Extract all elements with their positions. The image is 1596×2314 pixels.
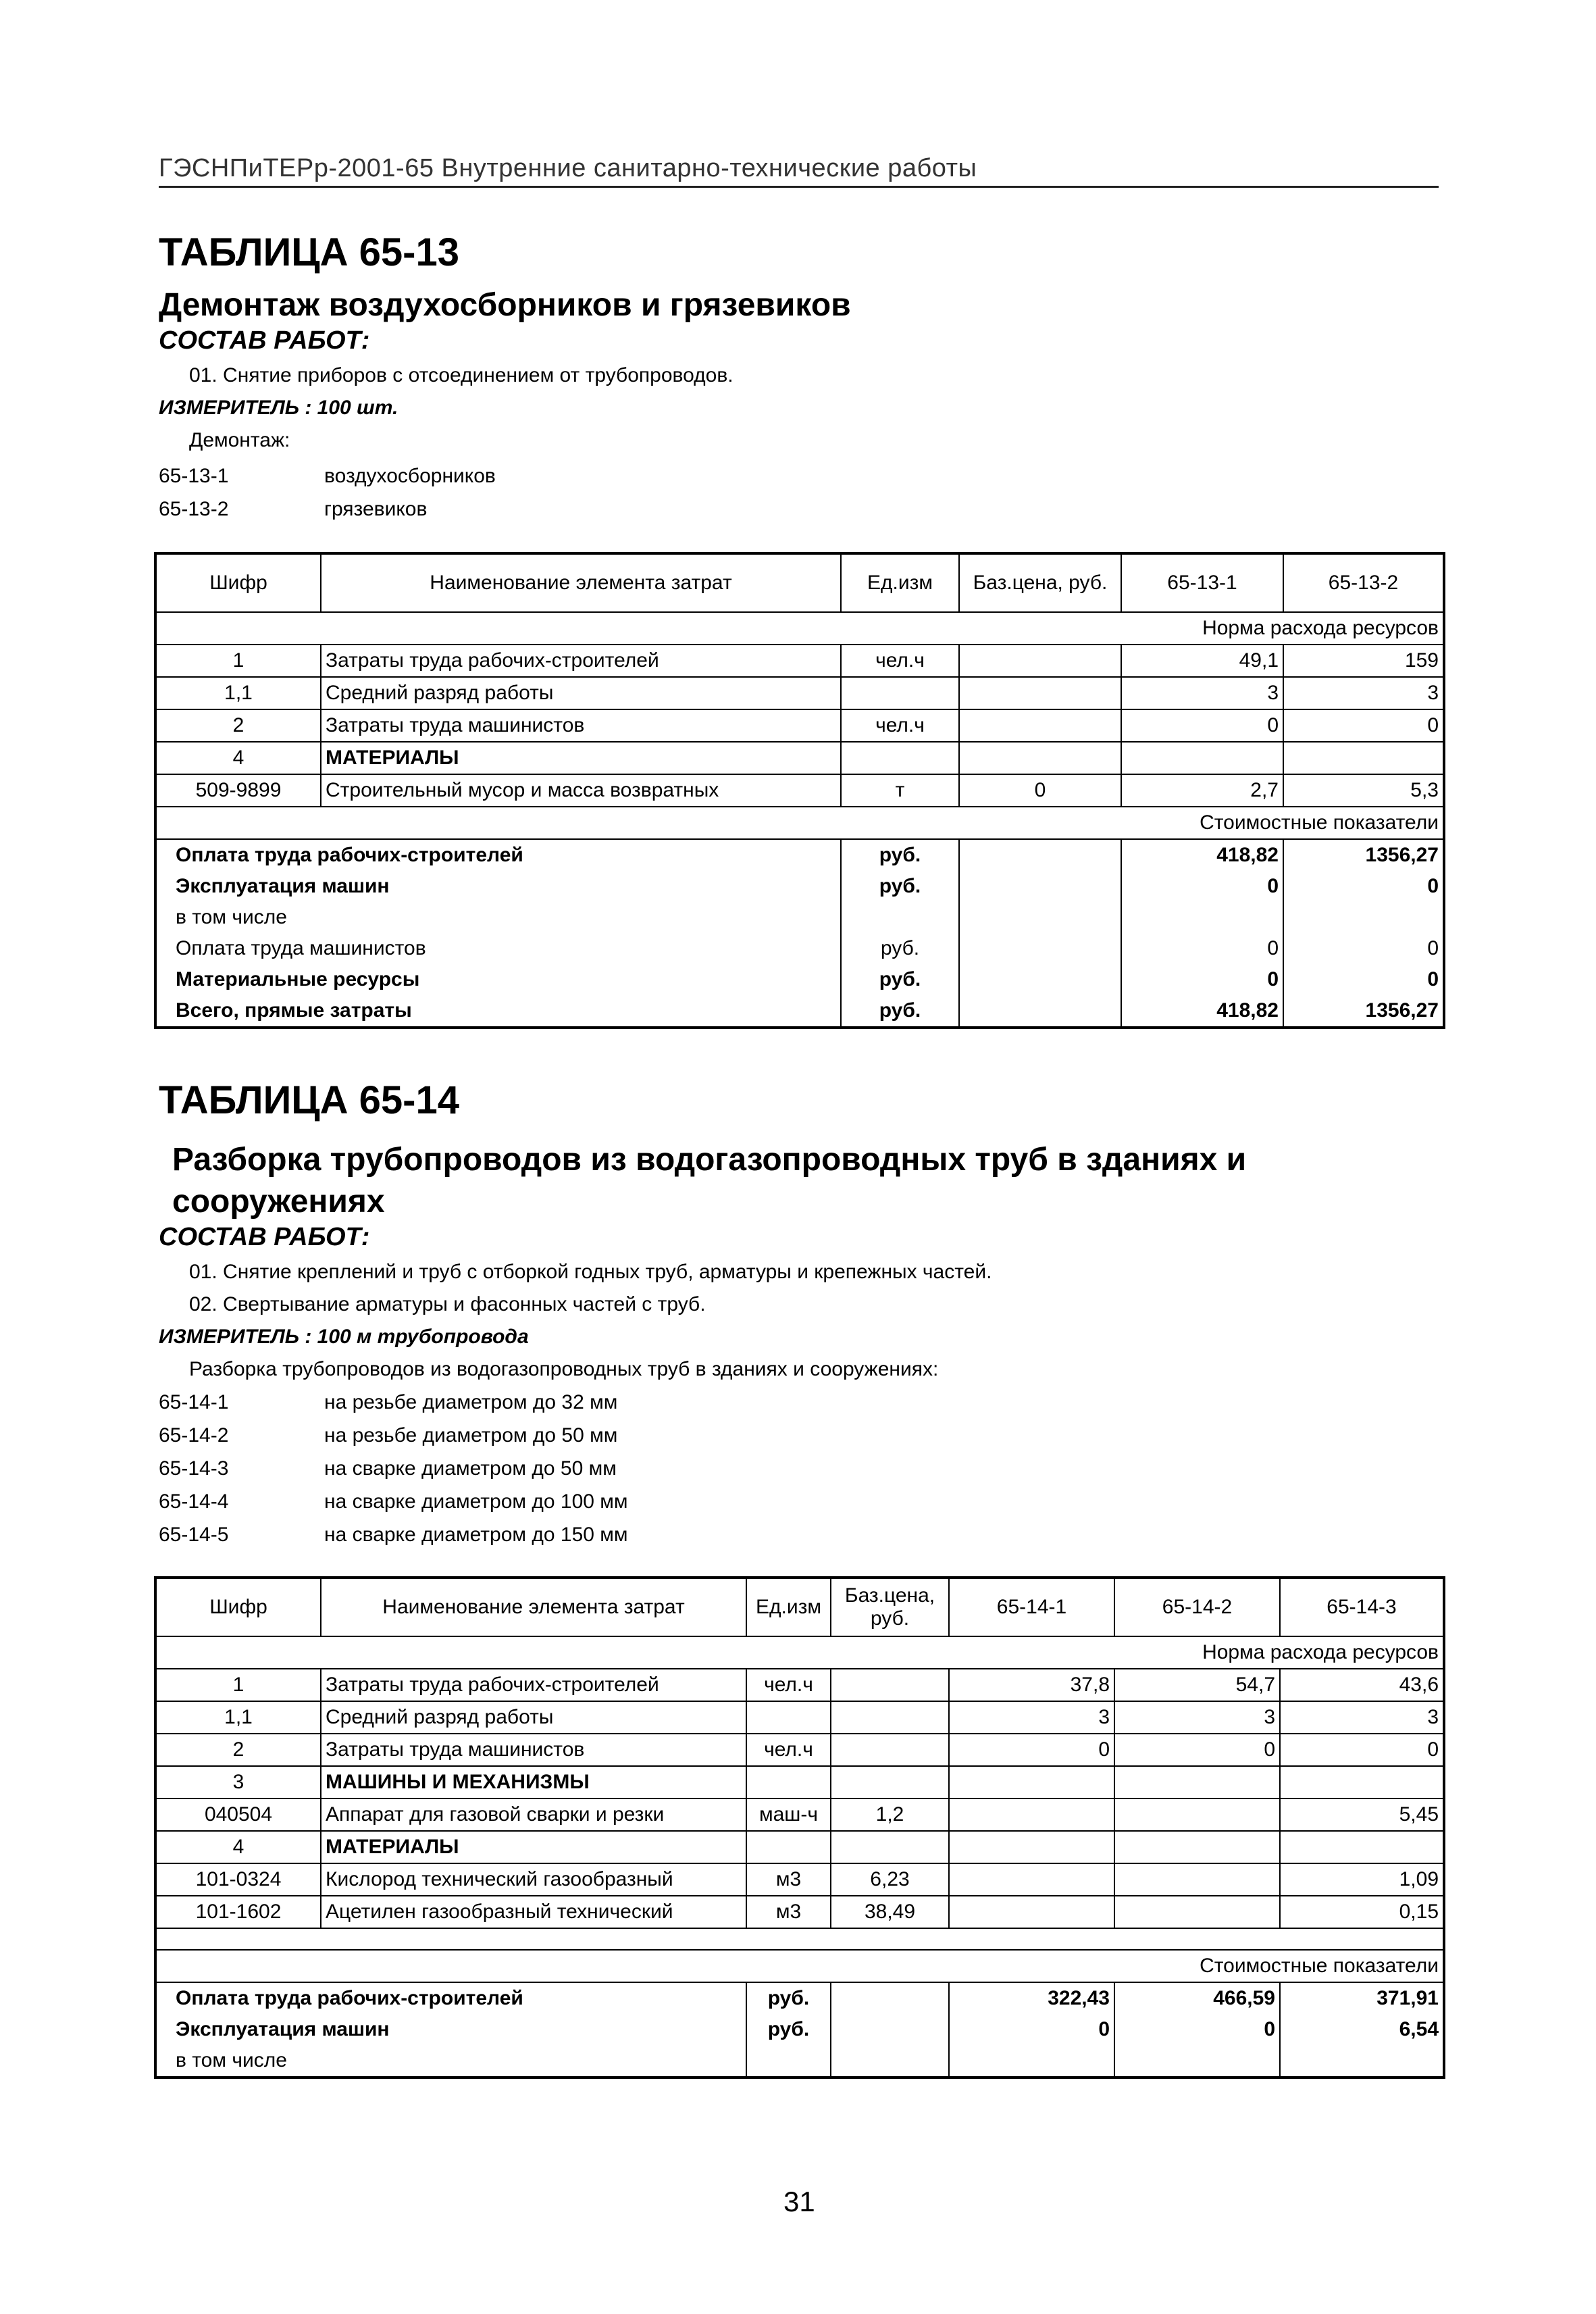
row-value: 3: [949, 1701, 1114, 1734]
cost-name: в том числе: [155, 902, 841, 933]
cost-value: 0: [1121, 964, 1283, 995]
document-header: ГЭСНПиТЕРр-2001-65 Внутренние санитарно-технические работы: [159, 154, 1439, 188]
t14-table: [154, 1576, 1445, 2079]
t14-item: [159, 1419, 1439, 1452]
row-value: 1,09: [1280, 1863, 1444, 1896]
t13-label: ТАБЛИЦА 65-13: [159, 230, 459, 274]
t13-intro: Демонтаж:: [189, 429, 290, 451]
t14-item-name: на резьбе диаметром до 32 мм: [324, 1391, 618, 1413]
row-value: [1114, 1766, 1280, 1799]
cost-value: 1356,27: [1283, 995, 1444, 1028]
cost-value: 0: [1283, 933, 1444, 964]
row-price: [831, 1669, 949, 1701]
row-value: [1114, 1831, 1280, 1863]
table-row: [155, 742, 1444, 774]
table-row: [155, 677, 1444, 709]
row-name: Кислород технический газообразный: [321, 1863, 746, 1896]
row-code: 509-9899: [155, 774, 321, 807]
table-row: [155, 1799, 1444, 1831]
row-unit: т: [841, 774, 959, 807]
row-value: 0: [1280, 1734, 1444, 1766]
row-unit: чел.ч: [841, 709, 959, 742]
cost-unit: [746, 2045, 831, 2078]
cost-name: Оплата труда рабочих-строителей: [155, 839, 841, 871]
row-unit: [746, 1701, 831, 1734]
row-value: 49,1: [1121, 645, 1283, 677]
row-price: [959, 645, 1121, 677]
t13-measure: ИЗМЕРИТЕЛЬ : 100 шт.: [159, 397, 398, 419]
t13-work-1: 01. Снятие приборов с отсоединением от трубопроводов.: [189, 364, 733, 386]
row-value: 159: [1283, 645, 1444, 677]
cost-value: 418,82: [1121, 995, 1283, 1028]
row-code: 101-0324: [155, 1863, 321, 1896]
col-header: Баз.цена, руб.: [831, 1578, 949, 1636]
cost-name: Эксплуатация машин: [155, 871, 841, 902]
norm-banner: Норма расхода ресурсов: [155, 1636, 1444, 1669]
col-header: 65-13-2: [1283, 553, 1444, 612]
row-value: 0: [1114, 1734, 1280, 1766]
row-value: 5,3: [1283, 774, 1444, 807]
cost-value: [949, 2045, 1114, 2078]
page-number: 31: [783, 2186, 815, 2217]
row-price: 6,23: [831, 1863, 949, 1896]
t14-item-name: на сварке диаметром до 100 мм: [324, 1490, 628, 1513]
row-price: [831, 1734, 949, 1766]
row-unit: [841, 742, 959, 774]
t14-item-code: 65-14-2: [159, 1424, 229, 1447]
row-value: [1280, 1831, 1444, 1863]
cost-value: 0: [1283, 871, 1444, 902]
t13-header-row: [155, 553, 1444, 612]
t13-item: [159, 459, 1439, 493]
cost-row: [155, 871, 1444, 902]
col-header: 65-14-2: [1114, 1578, 1280, 1636]
row-price: [831, 1766, 949, 1799]
t14-intro: Разборка трубопроводов из водогазопроводных труб в зданиях и сооружениях:: [189, 1358, 939, 1380]
row-code: 2: [155, 709, 321, 742]
norm-banner: Норма расхода ресурсов: [155, 612, 1444, 645]
row-code: 1: [155, 645, 321, 677]
table-row: [155, 1734, 1444, 1766]
t13-item-name: воздухосборников: [324, 465, 496, 487]
t13-section: [159, 230, 1439, 526]
row-code: 101-1602: [155, 1896, 321, 1928]
t14-item: [159, 1485, 1439, 1518]
col-header: Баз.цена, руб.: [959, 553, 1121, 612]
cost-unit: руб.: [841, 964, 959, 995]
cost-banner: Стоимостные показатели: [155, 807, 1444, 839]
cost-value: 6,54: [1280, 2014, 1444, 2045]
t14-work-2: 02. Свертывание арматуры и фасонных частей с труб.: [189, 1293, 706, 1315]
cost-name: Оплата труда рабочих-строителей: [155, 1982, 746, 2014]
col-header: Наименование элемента затрат: [321, 1578, 746, 1636]
t14-item: [159, 1518, 1439, 1551]
t14-item-name: на сварке диаметром до 50 мм: [324, 1457, 617, 1480]
table-row: [155, 709, 1444, 742]
row-unit: м3: [746, 1896, 831, 1928]
cost-unit: руб.: [841, 871, 959, 902]
t14-item-code: 65-14-1: [159, 1391, 229, 1413]
row-value: 0,15: [1280, 1896, 1444, 1928]
table-row: [155, 1863, 1444, 1896]
col-header: 65-14-1: [949, 1578, 1114, 1636]
row-name: Строительный мусор и масса возвратных: [321, 774, 841, 807]
cost-row: [155, 902, 1444, 933]
row-name: Затраты труда рабочих-строителей: [321, 1669, 746, 1701]
cost-row: [155, 1982, 1444, 2014]
t14-item-name: на резьбе диаметром до 50 мм: [324, 1424, 618, 1447]
row-value: [949, 1766, 1114, 1799]
row-value: [1283, 742, 1444, 774]
row-value: [949, 1863, 1114, 1896]
t14-item-code: 65-14-4: [159, 1490, 229, 1513]
cost-unit: руб.: [746, 2014, 831, 2045]
row-unit: [746, 1831, 831, 1863]
row-price: 1,2: [831, 1799, 949, 1831]
cost-unit: руб.: [841, 995, 959, 1028]
row-name: Затраты труда машинистов: [321, 709, 841, 742]
t14-item-code: 65-14-3: [159, 1457, 229, 1480]
t13-sostav: СОСТАВ РАБОТ:: [159, 326, 370, 355]
col-header: Шифр: [155, 553, 321, 612]
cost-row: [155, 933, 1444, 964]
cost-name: Материальные ресурсы: [155, 964, 841, 995]
row-value: [1121, 742, 1283, 774]
cost-value: 0: [949, 2014, 1114, 2045]
cost-value: 322,43: [949, 1982, 1114, 2014]
cost-value: 0: [1121, 871, 1283, 902]
col-header: Шифр: [155, 1578, 321, 1636]
row-code: 040504: [155, 1799, 321, 1831]
cost-value: [1121, 902, 1283, 933]
row-name: Средний разряд работы: [321, 677, 841, 709]
table-row: [155, 774, 1444, 807]
t14-item: [159, 1386, 1439, 1419]
row-value: 3: [1283, 677, 1444, 709]
spacer-row: [155, 1928, 1444, 1950]
row-price: 38,49: [831, 1896, 949, 1928]
row-code: 3: [155, 1766, 321, 1799]
cost-value: [1280, 2045, 1444, 2078]
row-name: Средний разряд работы: [321, 1701, 746, 1734]
t14-section: [159, 1078, 1439, 1551]
cost-row: [155, 2014, 1444, 2045]
row-value: [1280, 1766, 1444, 1799]
cost-value: 1356,27: [1283, 839, 1444, 871]
t14-label: ТАБЛИЦА 65-14: [159, 1078, 459, 1122]
row-value: 3: [1114, 1701, 1280, 1734]
row-value: [949, 1799, 1114, 1831]
t13-item-code: 65-13-1: [159, 465, 229, 487]
cost-name: Всего, прямые затраты: [155, 995, 841, 1028]
t13-item: [159, 493, 1439, 526]
row-value: 3: [1280, 1701, 1444, 1734]
cost-name: Эксплуатация машин: [155, 2014, 746, 2045]
row-value: 54,7: [1114, 1669, 1280, 1701]
row-value: [1114, 1863, 1280, 1896]
t13-table: [154, 552, 1445, 1029]
row-name: Затраты труда машинистов: [321, 1734, 746, 1766]
row-price: [831, 1831, 949, 1863]
cost-unit: руб.: [841, 839, 959, 871]
table-row: [155, 1669, 1444, 1701]
row-value: [949, 1896, 1114, 1928]
cost-unit: руб.: [841, 933, 959, 964]
row-value: 5,45: [1280, 1799, 1444, 1831]
row-name: Ацетилен газообразный технический: [321, 1896, 746, 1928]
t14-work-1: 01. Снятие креплений и труб с отборкой годных труб, арматуры и крепежных частей.: [189, 1261, 992, 1283]
row-code: 4: [155, 1831, 321, 1863]
cost-value: [1114, 2045, 1280, 2078]
row-code: 1: [155, 1669, 321, 1701]
row-name: МАТЕРИАЛЫ: [321, 1831, 746, 1863]
t14-title: Разборка трубопроводов из водогазопроводных труб в зданиях и сооружениях: [172, 1142, 1247, 1219]
row-price: [959, 677, 1121, 709]
row-name: МАШИНЫ И МЕХАНИЗМЫ: [321, 1766, 746, 1799]
col-header: Ед.изм: [746, 1578, 831, 1636]
cost-name: Оплата труда машинистов: [155, 933, 841, 964]
row-unit: маш-ч: [746, 1799, 831, 1831]
col-header: Ед.изм: [841, 553, 959, 612]
cost-value: 0: [1283, 964, 1444, 995]
cost-row: [155, 995, 1444, 1028]
row-value: 43,6: [1280, 1669, 1444, 1701]
cost-value: 0: [1114, 2014, 1280, 2045]
cost-name: в том числе: [155, 2045, 746, 2078]
cost-row: [155, 839, 1444, 871]
t14-header-row: [155, 1578, 1444, 1636]
row-value: 37,8: [949, 1669, 1114, 1701]
col-header: Наименование элемента затрат: [321, 553, 841, 612]
row-unit: м3: [746, 1863, 831, 1896]
row-unit: [746, 1766, 831, 1799]
row-code: 1,1: [155, 1701, 321, 1734]
row-unit: [841, 677, 959, 709]
t13-item-name: грязевиков: [324, 498, 428, 520]
row-code: 1,1: [155, 677, 321, 709]
row-price: 0: [959, 774, 1121, 807]
cost-value: 466,59: [1114, 1982, 1280, 2014]
row-name: Затраты труда рабочих-строителей: [321, 645, 841, 677]
table-row: [155, 1831, 1444, 1863]
row-unit: чел.ч: [746, 1734, 831, 1766]
row-value: 2,7: [1121, 774, 1283, 807]
row-price: [959, 742, 1121, 774]
row-value: [1114, 1896, 1280, 1928]
cost-row: [155, 2045, 1444, 2078]
cost-unit: [841, 902, 959, 933]
t13-title: Демонтаж воздухосборников и грязевиков: [159, 287, 851, 323]
t14-item-code: 65-14-5: [159, 1524, 229, 1546]
cost-value: 0: [1121, 933, 1283, 964]
col-header: 65-14-3: [1280, 1578, 1444, 1636]
row-unit: чел.ч: [841, 645, 959, 677]
col-header: 65-13-1: [1121, 553, 1283, 612]
t13-item-code: 65-13-2: [159, 498, 229, 520]
cost-unit: руб.: [746, 1982, 831, 2014]
cost-value: [1283, 902, 1444, 933]
table-row: [155, 645, 1444, 677]
row-value: 0: [1121, 709, 1283, 742]
row-value: 3: [1121, 677, 1283, 709]
cost-value: 371,91: [1280, 1982, 1444, 2014]
t14-measure: ИЗМЕРИТЕЛЬ : 100 м трубопровода: [159, 1326, 529, 1348]
row-code: 4: [155, 742, 321, 774]
row-name: Аппарат для газовой сварки и резки: [321, 1799, 746, 1831]
row-name: МАТЕРИАЛЫ: [321, 742, 841, 774]
table-row: [155, 1896, 1444, 1928]
cost-row: [155, 964, 1444, 995]
row-price: [831, 1701, 949, 1734]
row-unit: чел.ч: [746, 1669, 831, 1701]
row-code: 2: [155, 1734, 321, 1766]
cost-value: 418,82: [1121, 839, 1283, 871]
row-value: [1114, 1799, 1280, 1831]
table-row: [155, 1701, 1444, 1734]
row-value: 0: [1283, 709, 1444, 742]
row-value: [949, 1831, 1114, 1863]
t14-sostav: СОСТАВ РАБОТ:: [159, 1223, 370, 1251]
table-row: [155, 1766, 1444, 1799]
t14-item-name: на сварке диаметром до 150 мм: [324, 1524, 628, 1546]
row-price: [959, 709, 1121, 742]
cost-banner: Стоимостные показатели: [155, 1950, 1444, 1982]
row-value: 0: [949, 1734, 1114, 1766]
t14-item: [159, 1452, 1439, 1485]
